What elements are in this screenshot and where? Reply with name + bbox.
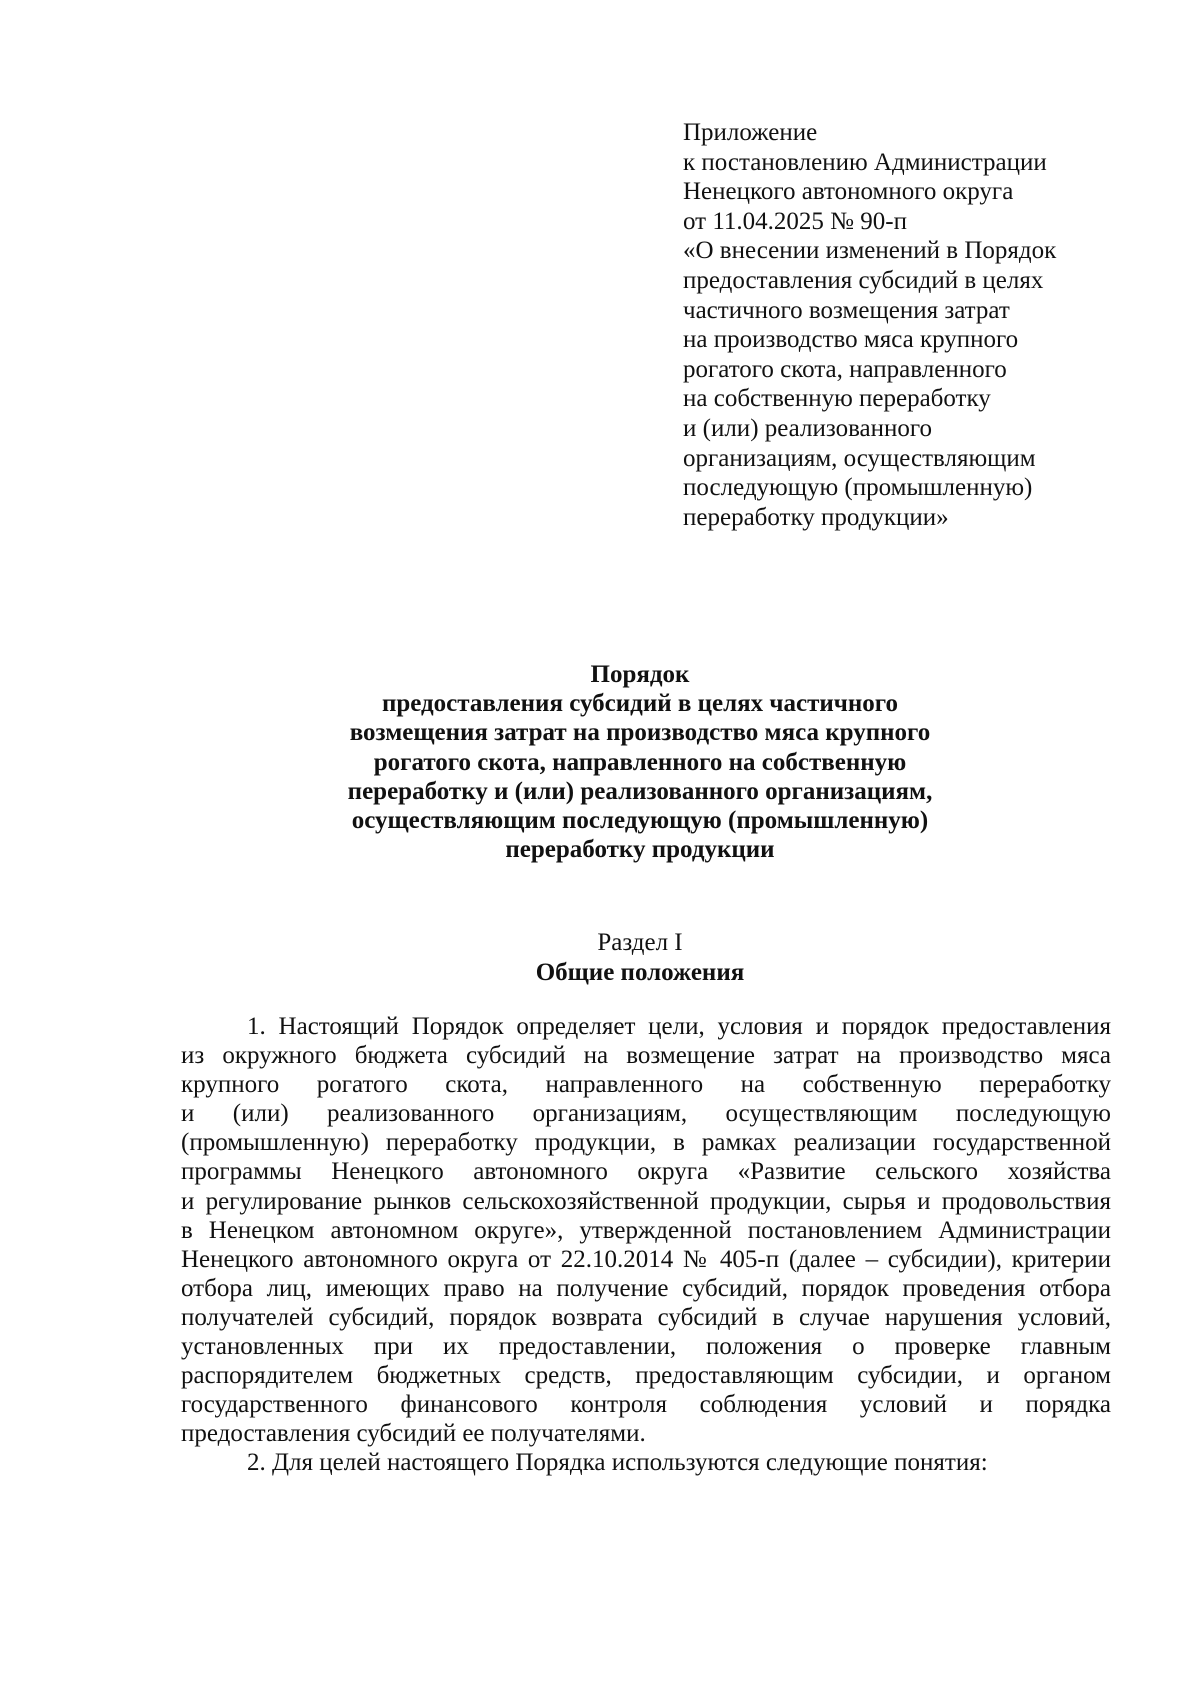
annex-line: на производство мяса крупного	[683, 326, 1019, 354]
paragraph-line: (промышленную) переработку продукции, в рамках реализации государственной	[181, 1129, 1111, 1157]
paragraph-line: распорядителем бюджетных средств, предоставляющим субсидии, и органом	[181, 1362, 1111, 1390]
paragraph-line: отбора лиц, имеющих право на получение субсидий, порядок проведения отбора	[181, 1274, 1111, 1302]
title-line: переработку продукции	[505, 836, 775, 864]
body-text	[181, 1012, 1111, 1478]
annex-line: последующую (промышленную)	[683, 474, 1033, 502]
annex-line: организациям, осуществляющим	[683, 444, 1036, 472]
paragraph-line: предоставления субсидий ее получателями.	[181, 1420, 646, 1448]
annex-line: и (или) реализованного	[683, 414, 933, 442]
section-name: Общие положения	[535, 959, 745, 986]
paragraph-line: и (или) реализованного организациям, осуществляющим последующую	[181, 1100, 1111, 1128]
paragraph-line: крупного рогатого скота, направленного на собственную переработку	[181, 1071, 1111, 1099]
annex-line: предоставления субсидий в целях	[683, 266, 1044, 294]
paragraph-line: из окружного бюджета субсидий на возмещение затрат на производство мяса	[181, 1042, 1111, 1070]
annex-line: рогатого скота, направленного	[683, 355, 1007, 383]
paragraph-line: 2. Для целей настоящего Порядка используются следующие понятия:	[247, 1449, 988, 1477]
title-line: рогатого скота, направленного на собственную	[373, 748, 907, 776]
section-number: Раздел I	[597, 929, 683, 956]
document-title	[200, 660, 1080, 864]
annex-header	[683, 118, 1143, 532]
annex-line: «О внесении изменений в Порядок	[683, 237, 1057, 265]
paragraph-2	[181, 1448, 1111, 1477]
paragraph-line: и регулирование рынков сельскохозяйственной продукции, сырья и продовольствия	[181, 1187, 1111, 1215]
annex-line: на собственную переработку	[683, 385, 991, 413]
annex-line: к постановлению Администрации	[683, 148, 1047, 176]
title-line: возмещения затрат на производство мяса крупного	[349, 719, 931, 747]
annex-line: частичного возмещения затрат	[683, 296, 1010, 324]
title-line: переработку и (или) реализованного организациям,	[347, 777, 933, 805]
annex-line: Приложение	[683, 119, 818, 146]
annex-line: переработку продукции»	[683, 503, 949, 531]
title-line: предоставления субсидий в целях частичного	[381, 690, 899, 718]
title-line: Порядок	[590, 661, 690, 688]
paragraph-line: 1. Настоящий Порядок определяет цели, условия и порядок предоставления	[247, 1013, 1111, 1040]
paragraph-line: государственного финансового контроля соблюдения условий и порядка	[181, 1391, 1111, 1419]
annex-line: Ненецкого автономного округа	[683, 178, 1014, 206]
annex-line: от 11.04.2025 № 90-п	[683, 207, 907, 235]
paragraph-1	[181, 1012, 1111, 1448]
paragraph-line: Ненецкого автономного округа от 22.10.2014 № 405-п (далее – субсидии), критерии	[181, 1245, 1111, 1273]
paragraph-line: получателей субсидий, порядок возврата субсидий в случае нарушения условий,	[181, 1303, 1111, 1331]
paragraph-line: программы Ненецкого автономного округа «Развитие сельского хозяйства	[181, 1158, 1111, 1186]
paragraph-line: в Ненецком автономном округе», утвержденной постановлением Администрации	[181, 1216, 1111, 1244]
title-line: осуществляющим последующую (промышленную)	[351, 807, 929, 835]
paragraph-line: установленных при их предоставлении, положения о проверке главным	[181, 1333, 1111, 1361]
section-heading	[200, 928, 1080, 988]
